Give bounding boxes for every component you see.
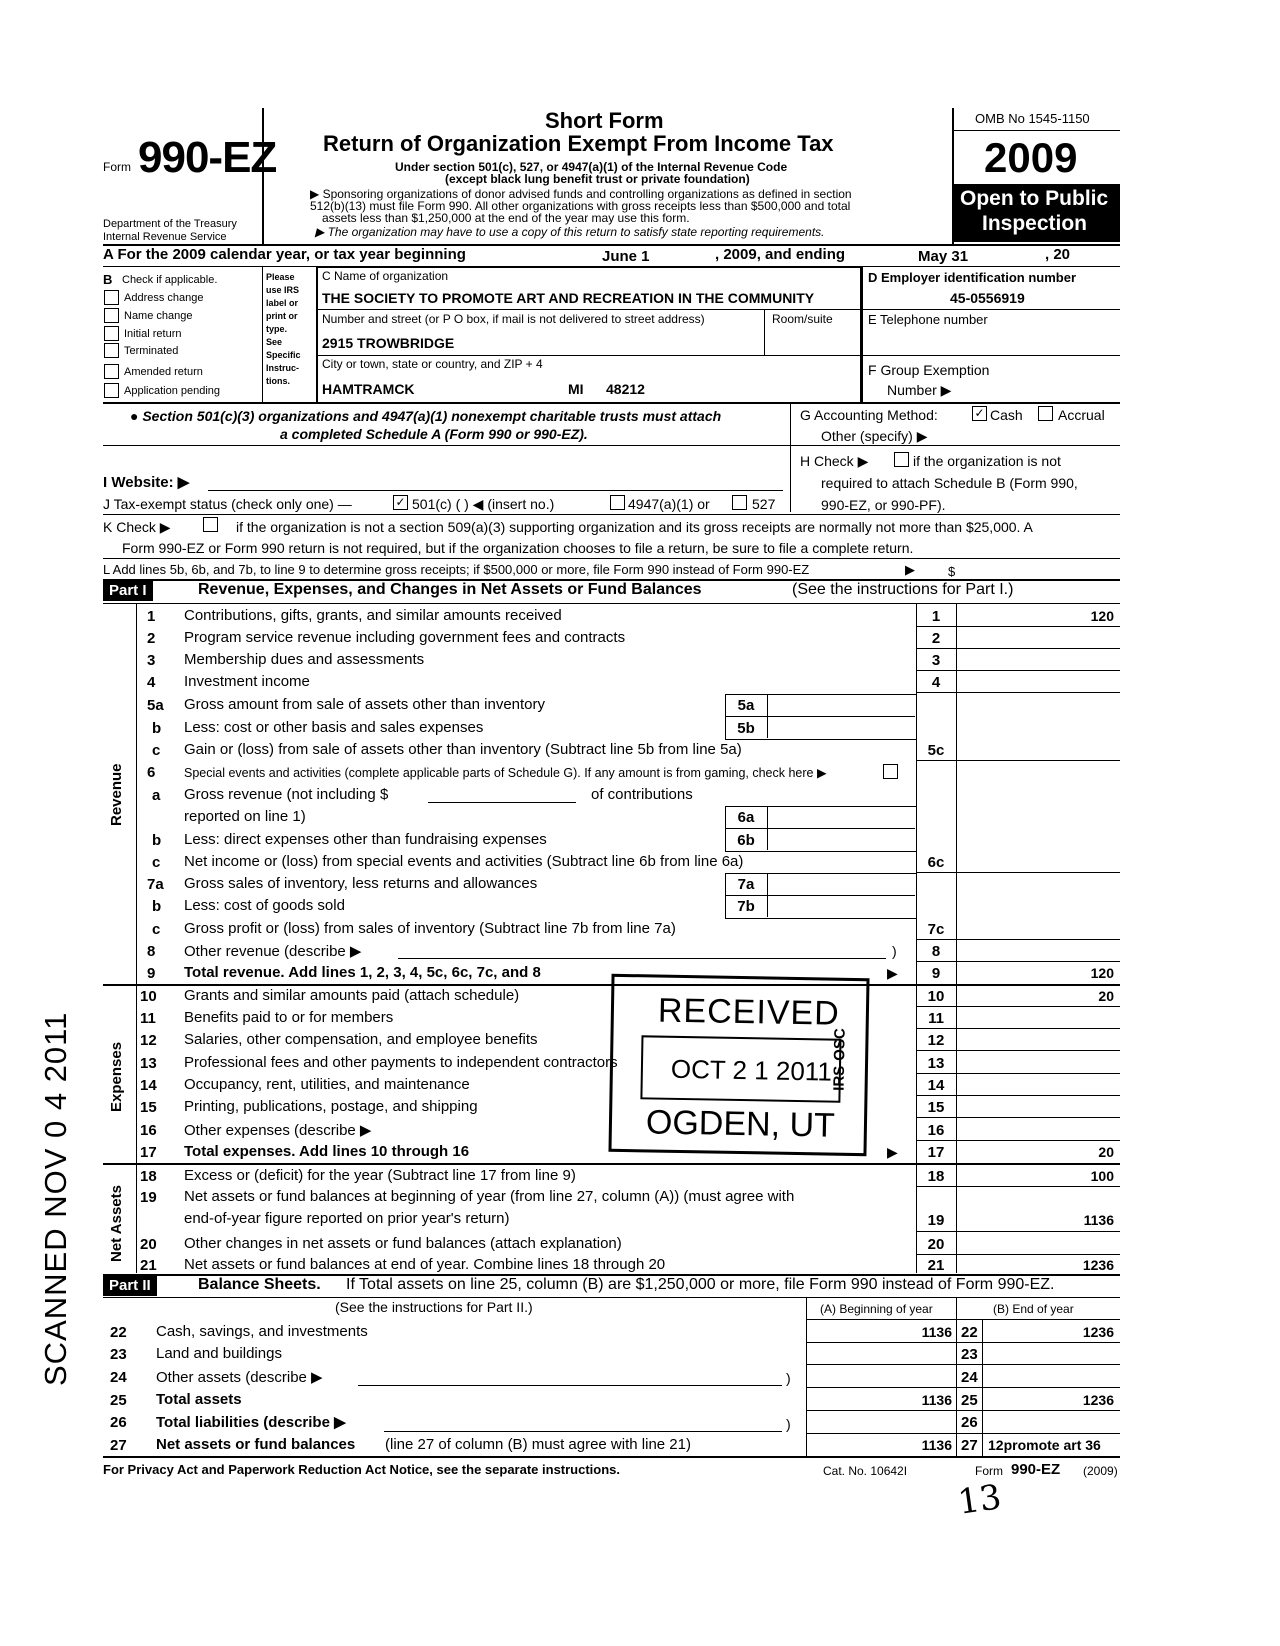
telephone-label: E Telephone number [868, 312, 988, 327]
stamp-side: IRS-OSC [830, 1028, 849, 1091]
line-box: 10 [927, 988, 945, 1005]
l-arrow: ▶ [905, 562, 915, 577]
part-2-tag: Part II [103, 1276, 157, 1296]
line-number: 13 [140, 1055, 157, 1072]
total-liabilities-input[interactable] [384, 1431, 782, 1432]
501c-checkbox[interactable]: ✓ [393, 495, 408, 510]
paren: ) [786, 1370, 791, 1386]
city[interactable]: HAMTRAMCK [322, 381, 415, 397]
tax-year-end[interactable]: May 31 [918, 248, 969, 265]
schedule-b-checkbox[interactable] [894, 452, 909, 467]
org-name-label: C Name of organization [322, 269, 449, 283]
row-text: Cash, savings, and investments [156, 1323, 368, 1340]
line-box: 9 [931, 965, 941, 982]
section-501c3-note-2: a completed Schedule A (Form 990 or 990-EZ). [280, 426, 588, 442]
inner-box-label: 6a [737, 809, 755, 826]
line-number: b [152, 720, 162, 737]
line-text: Gross revenue (not including $ [184, 786, 389, 803]
inspection-text: Inspection [982, 212, 1088, 235]
line-number: 6 [147, 764, 156, 781]
row-text-rest: (line 27 of column (B) must agree with line 21) [385, 1436, 691, 1453]
inner-box-label: 7b [737, 898, 755, 915]
part-1-tag: Part I [103, 581, 153, 601]
line-box: 6c [927, 854, 945, 871]
row-a-suffix: , 20 [1045, 246, 1071, 263]
row-box: 25 [961, 1392, 978, 1409]
line-number: 17 [140, 1144, 157, 1161]
line-text: Grants and similar amounts paid (attach schedule) [184, 987, 520, 1004]
l-dollar: $ [948, 564, 956, 579]
sponsor-note-2: 512(b)(13) must file Form 990. All other organizations with gross receipts less than $500,000 and total [310, 199, 851, 213]
terminated-label: Terminated [124, 345, 179, 357]
title-short-form: Short Form [545, 108, 664, 133]
k-text-2: Form 990-EZ or Form 990 return is not required, but if the organization chooses to file a return, be sure to file a complete return. [122, 540, 914, 556]
irs-label-line: tions. [266, 376, 290, 386]
name-change-checkbox[interactable] [104, 308, 119, 323]
org-name[interactable]: THE SOCIETY TO PROMOTE ART AND RECREATION IN THE COMMUNITY [322, 290, 815, 306]
initial-return-label: Initial return [124, 328, 182, 340]
ein-value[interactable]: 45-0556919 [950, 290, 1025, 306]
cash-checkbox[interactable]: ✓ [972, 406, 987, 421]
h-text-3: 990-EZ, or 990-PF). [821, 497, 946, 513]
side-label-net-assets: Net Assets [108, 1185, 125, 1262]
part-1-title: Revenue, Expenses, and Changes in Net Assets or Fund Balances [198, 581, 702, 598]
line-text: Printing, publications, postage, and shipping [184, 1098, 478, 1115]
irs-label-line: See [266, 337, 283, 347]
beginning-of-year[interactable]: 1136 [921, 1392, 952, 1408]
line-text: Occupancy, rent, utilities, and maintenance [184, 1076, 470, 1093]
beginning-of-year[interactable]: 1136 [921, 1437, 952, 1453]
row-number: 25 [110, 1392, 127, 1409]
line-amount[interactable]: 1136 [1083, 1212, 1114, 1228]
catalog-number: Cat. No. 10642I [823, 1464, 908, 1478]
line-amount[interactable]: 1236 [1082, 1257, 1114, 1273]
line-text: Membership dues and assessments [184, 651, 425, 668]
line-number: c [152, 742, 161, 759]
line-number: 19 [140, 1189, 157, 1206]
line-text: Other changes in net assets or fund balances (attach explanation) [184, 1235, 622, 1252]
subtitle-except: (except black lung benefit trust or private foundation) [445, 172, 750, 186]
scanned-stamp: SCANNED NOV 0 4 2011 [38, 1011, 73, 1386]
line-text: Less: direct expenses other than fundraising expenses [184, 831, 547, 848]
h-text-1: if the organization is not [913, 453, 1061, 469]
side-label-revenue: Revenue [108, 763, 125, 826]
form-number: 990-EZ [138, 133, 277, 182]
row-number: 22 [110, 1324, 127, 1341]
application-pending-label: Application pending [124, 385, 221, 397]
end-of-year[interactable]: 1236 [1082, 1324, 1114, 1340]
line-number: 10 [140, 988, 157, 1005]
4947-label: 4947(a)(1) or [628, 496, 710, 512]
h-text-2: required to attach Schedule B (Form 990, [821, 475, 1078, 491]
sponsor-note-1: ▶ Sponsoring organizations of donor advised funds and controlling organizations as defined in section [310, 187, 852, 201]
other-revenue-input[interactable] [398, 958, 886, 959]
line-box: 2 [931, 630, 941, 647]
irs-label-line: label or [266, 298, 299, 308]
line-box: 4 [931, 674, 941, 691]
line-text: Contributions, gifts, grants, and similar amounts received [184, 607, 562, 624]
row-a-label: A For the 2009 calendar year, or tax year beginning [103, 246, 466, 263]
row-number: 27 [110, 1437, 127, 1454]
part-2-title-rest: If Total assets on line 25, column (B) are $1,250,000 or more, file Form 990 instead of Form 990-EZ. [346, 1276, 1055, 1293]
k-check-label: K Check ▶ [103, 519, 171, 535]
line-text: Gross amount from sale of assets other than inventory [184, 696, 546, 713]
line-number: 20 [140, 1236, 157, 1253]
address-change-checkbox[interactable] [104, 290, 119, 305]
end-of-year[interactable]: 1236 [1082, 1392, 1114, 1408]
privacy-notice: For Privacy Act and Paperwork Reduction Act Notice, see the separate instructions. [103, 1462, 621, 1477]
line-box: 16 [927, 1122, 945, 1139]
row-text: Other assets (describe ▶ [156, 1369, 323, 1386]
line-number: 1 [147, 608, 156, 625]
line-text: Excess or (deficit) for the year (Subtract line 17 from line 9) [184, 1167, 576, 1184]
line-box: 14 [927, 1077, 945, 1094]
line-number: c [152, 921, 161, 938]
line-box: 19 [927, 1212, 945, 1229]
open-to-public-banner [952, 184, 1120, 242]
amended-return-checkbox[interactable] [104, 364, 119, 379]
inner-box-5 [725, 694, 917, 740]
line-text: Less: cost or other basis and sales expenses [184, 719, 484, 736]
line-number: 3 [147, 652, 156, 669]
city-label: City or town, state or country, and ZIP + 4 [322, 357, 543, 371]
stamp-received: RECEIVED [657, 991, 841, 1033]
line-text: Less: cost of goods sold [184, 897, 345, 914]
k-checkbox[interactable] [203, 517, 218, 532]
section-b-title: Check if applicable. [122, 274, 218, 286]
line-text: Program service revenue including government fees and contracts [184, 629, 626, 646]
terminated-checkbox[interactable] [104, 343, 119, 358]
line-number: 8 [147, 943, 156, 960]
accounting-method-label: G Accounting Method: [800, 407, 938, 423]
line-amount[interactable]: 20 [1098, 1144, 1114, 1160]
line-amount[interactable]: 100 [1090, 1168, 1114, 1184]
line-box: 1 [931, 608, 941, 625]
row-box: 24 [961, 1369, 978, 1386]
h-check-label: H Check ▶ [800, 453, 869, 469]
line-box: 17 [927, 1144, 945, 1161]
line-box: 12 [927, 1032, 945, 1049]
line-amount[interactable]: 120 [1090, 608, 1114, 624]
group-exemption-number: Number ▶ [887, 382, 952, 398]
name-change-label: Name change [124, 310, 193, 322]
line-text: Other expenses (describe ▶ [184, 1122, 372, 1139]
dept-irs: Internal Revenue Service [103, 231, 227, 243]
zip[interactable]: 48212 [606, 381, 645, 397]
street-label: Number and street (or P O box, if mail is not delivered to street address) [322, 312, 705, 326]
row-box: 27 [961, 1437, 978, 1454]
row-box: 23 [961, 1346, 978, 1363]
irs-label-line: Please [266, 272, 295, 282]
line-text: Total revenue. Add lines 1, 2, 3, 4, 5c, 6c, 7c, and 8 [184, 964, 541, 981]
line-text: Net assets or fund balances at beginning of year (from line 27, column (A)) (must agree with [184, 1188, 795, 1205]
inner-box-label: 5a [737, 697, 755, 714]
footer-form-word: Form [975, 1464, 1003, 1478]
state-note: ▶ The organization may have to use a copy of this return to satisfy state reporting requirements. [315, 225, 825, 239]
row-text: Total liabilities (describe ▶ [156, 1414, 346, 1431]
arrow: ▶ [887, 1144, 898, 1160]
irs-label-line: type. [266, 324, 288, 334]
omb-number: OMB No 1545-1150 [975, 111, 1090, 126]
col-a-header: (A) Beginning of year [820, 1302, 933, 1316]
inner-box-label: 6b [737, 832, 755, 849]
line-number: 18 [140, 1168, 157, 1185]
room-suite-label: Room/suite [772, 312, 833, 326]
527-checkbox[interactable] [732, 495, 747, 510]
footer-form-number: 990-EZ [1011, 1461, 1061, 1478]
line-box: 3 [931, 652, 941, 669]
tax-year-begin[interactable]: June 1 [602, 248, 650, 265]
part-1-title-suffix: (See the instructions for Part I.) [792, 581, 1014, 598]
line-number: 14 [140, 1077, 157, 1094]
arrow: ▶ [887, 965, 898, 981]
received-stamp [608, 974, 869, 1156]
part-2-see: (See the instructions for Part II.) [335, 1299, 533, 1315]
row-number: 23 [110, 1346, 127, 1363]
row-number: 26 [110, 1414, 127, 1431]
line-number: 12 [140, 1032, 157, 1049]
line-number: 4 [147, 674, 156, 691]
application-pending-checkbox[interactable] [104, 383, 119, 398]
gross-revenue-amount-input[interactable] [428, 802, 576, 803]
row-text: Total assets [156, 1391, 242, 1408]
street-address[interactable]: 2915 TROWBRIDGE [322, 335, 455, 351]
section-501c3-note-1: ● Section 501(c)(3) organizations and 4947(a)(1) nonexempt charitable trusts must attach [130, 408, 722, 424]
address-change-label: Address change [124, 292, 204, 304]
line-text: Total expenses. Add lines 10 through 16 [184, 1143, 470, 1160]
stamp-date: OCT 2 1 2011 [670, 1053, 833, 1087]
inner-box-label: 5b [737, 720, 755, 737]
title-return: Return of Organization Exempt From Income Tax [323, 131, 834, 156]
row-number: 24 [110, 1369, 127, 1386]
line-number: 5a [147, 697, 164, 714]
k-text-1: if the organization is not a section 509(a)(3) supporting organization and its gross receipts are normally not more than $25,000. A [236, 519, 1033, 535]
line-number: 11 [140, 1010, 156, 1027]
row-text: Net assets or fund balances [156, 1436, 356, 1453]
side-label-expenses: Expenses [108, 1041, 125, 1112]
ein-label: D Employer identification number [868, 270, 1077, 285]
4947-checkbox[interactable] [610, 495, 625, 510]
beginning-of-year[interactable]: 1136 [921, 1324, 952, 1340]
line-amount[interactable]: 120 [1090, 965, 1114, 981]
stamp-inner-box [640, 1035, 841, 1102]
sponsor-note-3: assets less than $1,250,000 at the end of the year may use this form. [322, 211, 690, 225]
inner-box-6 [725, 806, 917, 852]
accrual-checkbox[interactable] [1038, 406, 1053, 421]
line-number: 2 [147, 630, 156, 647]
line-number: 9 [147, 965, 156, 982]
other-assets-input[interactable] [358, 1385, 782, 1386]
527-label: 527 [752, 496, 776, 512]
state[interactable]: MI [568, 381, 584, 397]
part-2-title: Balance Sheets. [198, 1276, 321, 1293]
line-text: Special events and activities (complete applicable parts of Schedule G). If any amount is from gaming, check here ▶ [184, 766, 827, 780]
line-number: 16 [140, 1122, 157, 1139]
section-b-letter: B [103, 272, 113, 287]
dept-treasury: Department of the Treasury [103, 218, 237, 230]
line-text: Salaries, other compensation, and employee benefits [184, 1031, 538, 1048]
line-number: c [152, 854, 161, 871]
row-a-mid: , 2009, and ending [715, 246, 846, 263]
line-box: 15 [927, 1099, 945, 1116]
accrual-label: Accrual [1058, 407, 1105, 423]
handwritten-page-number: 13 [955, 1477, 1004, 1523]
line-text-2: end-of-year figure reported on prior year's return) [184, 1210, 510, 1227]
website-input[interactable] [208, 490, 783, 491]
inner-box-7 [725, 873, 917, 919]
tax-exempt-status-label: J Tax-exempt status (check only one) — [103, 496, 352, 512]
line-box: 18 [927, 1168, 945, 1185]
line-text: Investment income [184, 673, 310, 690]
line-box: 13 [927, 1055, 945, 1072]
line-text: reported on line 1) [184, 808, 306, 825]
line-text: Other revenue (describe ▶ [184, 943, 362, 960]
line-box: 8 [931, 943, 941, 960]
irs-label-line: print or [266, 311, 298, 321]
cash-label: Cash [990, 407, 1023, 423]
gaming-checkbox[interactable] [883, 764, 898, 779]
line-number: 15 [140, 1099, 157, 1116]
l-text: L Add lines 5b, 6b, and 7b, to line 9 to determine gross receipts; if $500,000 or more, file Form 990 instead of Form 990-EZ [103, 562, 810, 577]
irs-label-line: Specific [266, 350, 301, 360]
line-number: 7a [147, 876, 164, 893]
subtitle-section: Under section 501(c), 527, or 4947(a)(1) of the Internal Revenue Code [395, 160, 788, 174]
form-word: Form [103, 160, 131, 174]
line-box: 11 [928, 1010, 944, 1027]
line-amount[interactable]: 20 [1098, 988, 1114, 1004]
line-text: Gross sales of inventory, less returns and allowances [184, 875, 538, 892]
irs-label-line: use IRS [266, 285, 300, 295]
row-box: 22 [961, 1324, 978, 1341]
501c-label: 501(c) ( ) ◀ (insert no.) [412, 496, 555, 512]
line-text: Professional fees and other payments to independent contractors [184, 1054, 618, 1071]
col-b-header: (B) End of year [993, 1302, 1074, 1316]
line-text: Gross profit or (loss) from sales of inventory (Subtract line 7b from line 7a) [184, 920, 676, 937]
line-number: b [152, 832, 162, 849]
other-method-label: Other (specify) ▶ [821, 428, 928, 444]
amended-return-label: Amended return [124, 366, 203, 378]
group-exemption-label: F Group Exemption [868, 362, 990, 378]
line-box: 20 [927, 1236, 945, 1253]
line-number: 21 [140, 1257, 157, 1274]
open-to-public-text: Open to Public [960, 187, 1109, 210]
line-number: b [152, 898, 162, 915]
tax-year: 2009 [984, 134, 1078, 181]
stamp-city: OGDEN, UT [645, 1103, 836, 1145]
line-box: 7c [927, 921, 945, 938]
line-text: Net income or (loss) from special events and activities (Subtract line 6b from line 6a) [184, 853, 744, 870]
line-text-b: of contributions [591, 786, 693, 803]
line-text: Net assets or fund balances at end of year. Combine lines 18 through 20 [184, 1256, 666, 1273]
end-of-year[interactable]: 12promote art 36 [988, 1437, 1101, 1453]
paren: ) [892, 943, 897, 959]
inner-box-label: 7a [737, 876, 755, 893]
line-text: Benefits paid to or for members [184, 1009, 394, 1026]
initial-return-checkbox[interactable] [104, 326, 119, 341]
footer-year: (2009) [1083, 1464, 1118, 1478]
line-number: a [152, 787, 161, 804]
line-text: Gain or (loss) from sale of assets other than inventory (Subtract line 5b from line 5a) [184, 741, 742, 758]
paren: ) [786, 1416, 791, 1432]
line-box: 5c [927, 742, 945, 759]
website-label: I Website: ▶ [103, 474, 190, 491]
row-box: 26 [961, 1414, 978, 1431]
line-box: 21 [927, 1257, 945, 1274]
row-text: Land and buildings [156, 1345, 282, 1362]
irs-label-line: Instruc- [266, 363, 300, 373]
